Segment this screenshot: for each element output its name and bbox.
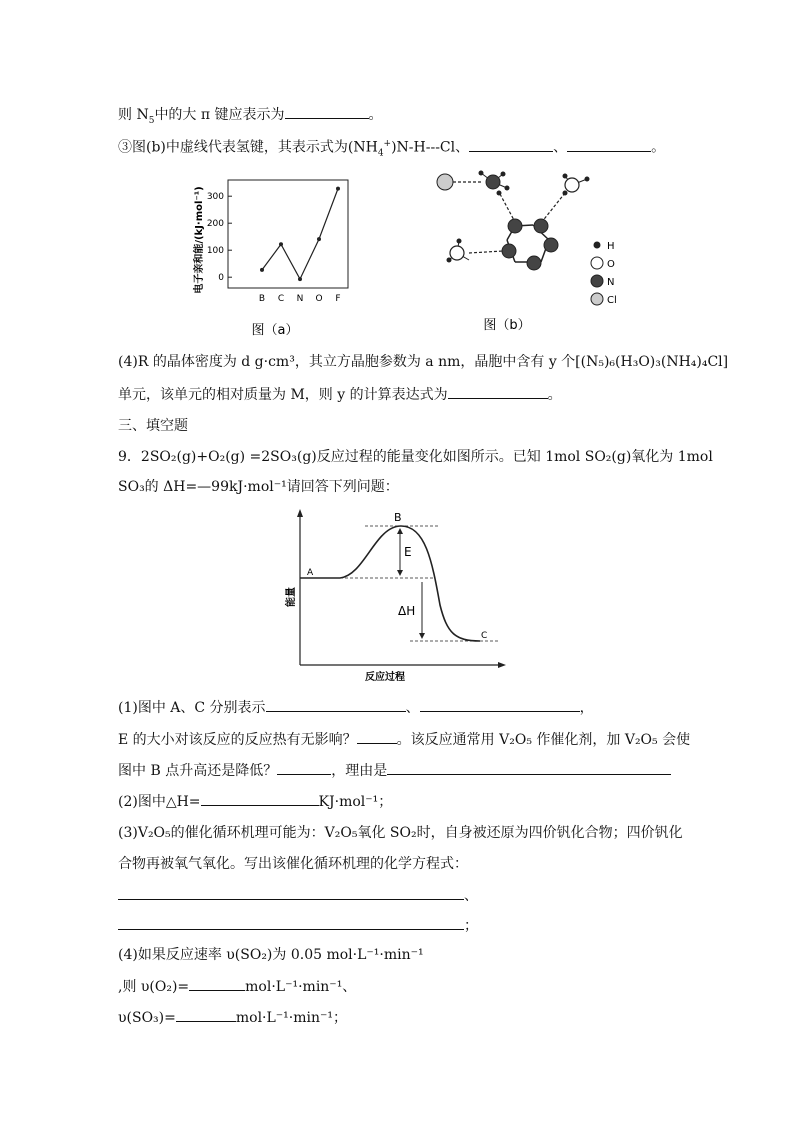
legend-label: H [607, 241, 615, 252]
point-C-label: C [481, 631, 488, 641]
y-axis-label: 电子亲和能/(kJ·mol⁻¹) [194, 186, 205, 294]
figure-a-chart [180, 170, 370, 340]
hydrogen-atom [563, 191, 568, 196]
x-tick-label: C [277, 294, 285, 304]
y-tick-label: 200 [206, 219, 224, 230]
E-label: E [404, 545, 412, 559]
question-9-line-1: 9．2SO₂(g)+O₂(g) =2SO₃(g)反应过程的能量变化如图所示。已知 1mol SO₂(g)氧化为 1mol [118, 449, 713, 465]
question-9-2-line: (2)图中△H= KJ·mol⁻¹； [118, 791, 392, 812]
delta-h-label: ΔH [398, 604, 416, 618]
question-9-1-line-2: E 的大小对该反应的反应热有无影响？ 。该反应通常用 V₂O₅ 作催化剂，加 V₂O₅ 会使 [118, 729, 690, 750]
question-9-4-line-3: υ(SO₃)= mol·L⁻¹·min⁻¹； [118, 1007, 347, 1028]
x-tick-label: O [315, 294, 323, 304]
legend-swatch [591, 293, 603, 305]
question-9-3-line-2: 合物再被氧气氧化。写出该催化循环机理的化学方程式： [118, 856, 468, 872]
figure-b-caption: 图（b） [483, 318, 531, 333]
hydrogen-atom [497, 191, 502, 196]
answer-blank[interactable] [176, 1007, 236, 1022]
question-9-1-line-3: 图中 B 点升高还是降低？ ，理由是 [118, 760, 671, 781]
data-point [260, 268, 264, 272]
answer-blank[interactable] [118, 915, 464, 930]
nitrogen-atom [534, 219, 548, 233]
answer-blank[interactable] [189, 976, 245, 991]
question-hydrogen-bond-line: ③图(b)中虚线代表氢键，其表示式为$(NH_4^+)N-H---Cl$、 、 。 [118, 134, 665, 163]
answer-blank[interactable] [420, 697, 580, 712]
legend-label: Cl [607, 295, 617, 306]
data-point [317, 237, 321, 241]
nitrogen-atom [486, 175, 500, 189]
legend-label: O [607, 259, 615, 270]
answer-blank[interactable] [277, 760, 331, 775]
series-line [262, 189, 338, 279]
hydrogen-atom [563, 174, 568, 179]
question-9-3-line-1: (3)V₂O₅的催化循环机理可能为：V₂O₅氧化 SO₂时，自身被还原为四价钒化合物；四价钒化 [118, 825, 683, 841]
question-9-4-line-1: (4)如果反应速率 υ(SO₂)为 0.05 mol·L⁻¹·min⁻¹ [118, 947, 424, 963]
x-tick-label: N [296, 294, 304, 304]
figure-a-caption: 图（a） [251, 323, 299, 338]
chlorine-atom [437, 174, 453, 190]
hydrogen-atom [585, 177, 590, 182]
hydrogen-atom [457, 239, 462, 244]
answer-blank[interactable] [266, 697, 406, 712]
hydrogen-atom [501, 172, 506, 177]
legend-swatch [594, 242, 600, 248]
y-axis-label: 能量 [286, 587, 297, 607]
nitrogen-atom [544, 238, 558, 252]
hydrogen-atom [447, 258, 452, 263]
legend-swatch [591, 257, 603, 269]
answer-blank[interactable] [448, 384, 548, 399]
energy-diagram [270, 505, 510, 685]
y-tick-label: 0 [218, 273, 224, 284]
question-pi-bond-line: 则 $N_5$中的大 π 键应表示为 。 [118, 104, 383, 131]
chart-frame [228, 180, 348, 288]
atom-legend [591, 241, 617, 306]
oxygen-atom [450, 246, 464, 260]
oxygen-atom [565, 178, 579, 192]
answer-blank[interactable] [285, 104, 369, 119]
x-tick-label: B [258, 294, 266, 304]
question-4-line-2: 单元，该单元的相对质量为 M，则 y 的计算表达式为 。 [118, 384, 562, 405]
answer-blank[interactable] [357, 729, 397, 744]
answer-blank[interactable] [118, 885, 464, 900]
data-point [336, 187, 340, 191]
x-tick-label: F [335, 294, 341, 304]
y-tick-label: 100 [206, 246, 224, 257]
data-point [298, 277, 302, 281]
question-9-3-blank-2: ； [118, 915, 478, 936]
nitrogen-atom [527, 256, 541, 270]
point-B-label: B [394, 511, 402, 524]
hydrogen-atom [479, 171, 484, 176]
point-A-label: A [307, 568, 314, 578]
question-9-3-blank-1: 、 [118, 885, 478, 906]
question-9-4-line-2: ,则 υ(O₂)= mol·L⁻¹·min⁻¹、 [118, 976, 356, 997]
nitrogen-atom [508, 219, 522, 233]
hydrogen-atom [505, 186, 510, 191]
section-title: 三、填空题 [118, 418, 188, 434]
legend-swatch [591, 275, 603, 287]
nitrogen-atom [502, 244, 516, 258]
legend-label: N [607, 277, 615, 288]
answer-blank[interactable] [201, 791, 319, 806]
answer-blank[interactable] [387, 760, 671, 775]
y-tick-label: 300 [206, 192, 224, 203]
figure-b-structure [425, 165, 645, 340]
x-axis-label: 反应过程 [365, 672, 405, 683]
question-4-line-1: (4)R 的晶体密度为 d g·cm³，其立方晶胞参数为 a nm，晶胞中含有 y 个[(N₅)₆(H₃O)₃(NH₄)₄Cl] [118, 354, 729, 370]
question-9-line-2: SO₃的 ΔH=—99kJ·mol⁻¹请回答下列问题： [118, 479, 399, 495]
data-point [279, 242, 283, 246]
energy-curve [300, 526, 480, 641]
answer-blank[interactable] [469, 137, 553, 152]
question-9-1-line-1: (1)图中 A、C 分别表示 、 ， [118, 697, 594, 718]
answer-blank[interactable] [567, 137, 651, 152]
